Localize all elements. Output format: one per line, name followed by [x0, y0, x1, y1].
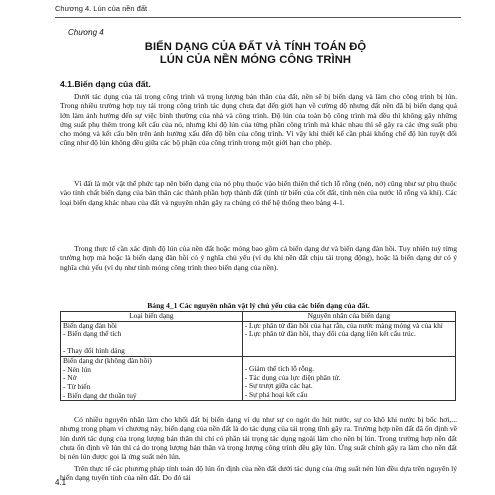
- cell-text: - Sự trượt giữa các hạt.: [244, 381, 313, 391]
- cell-text: - Giảm thể tích lỗ rỗng.: [244, 363, 315, 373]
- chapter-title-line-1: BIẾN DẠNG CỦA ĐẤT VÀ TÍNH TOÁN ĐỘ: [144, 41, 367, 53]
- page-number: 4.1: [55, 478, 67, 487]
- table-row: [61, 356, 456, 401]
- table-cell: [61, 356, 243, 401]
- chapter-label: Chương 4: [68, 28, 104, 37]
- table-cell: [61, 321, 243, 356]
- cell-text: - Sự phá hoại kết cấu: [244, 389, 308, 399]
- cell-text: - Nở: [63, 373, 77, 383]
- cell-text: - Tác dụng của lực điện phân tử.: [244, 372, 341, 382]
- cell-text: Biến dạng đàn hồi: [63, 320, 117, 330]
- cell-text: Biến dạng dư (không đàn hồi): [63, 355, 152, 365]
- cell-text: - Nén lún: [63, 364, 91, 374]
- paragraph-4: Có nhiều nguyên nhân làm cho khối đất bị biến dạng ví dụ như sự co ngót do hút nước, sự co khô khi nước bị bốc hơi,... nhưng trong phạm vi chương này, biến dạng của nền đất là do tác dụng của tải trọng tĩnh gây ra. Trường hợp nền đất đã ổn định về lún dưới tác dụng của trọng lượng bản thân thì chỉ có phần tải trọng tác dụng ngoài làm cho nền bị lún. Trong trường hợp nền đất chưa ổn định về lún thì cả do trọng lượng bản thân và trọng lượng công trình đều gây lún. Ứng suất chính gây ra làm cho nền đất bị nén lún được gọi là ứng suất nén lún.: [60, 415, 457, 462]
- cell-text: - Biến dạng dư thuần tuý: [63, 390, 137, 400]
- cell-text: - Từ biến: [63, 381, 91, 391]
- table-header-cause: Nguyên nhân của biến dạng: [242, 312, 455, 322]
- paragraph-2: Vì đất là một vật thể phức tạp nên biến dạng của nó phụ thuộc vào biến thiên thể tích lỗ rỗng (nén, nở) cũng như sự phụ thuộc vào tính chất biến dạng của bản thân các thành phần hợp thành đất (tính từ biến của cốt đất, tính nén của nước lỗ rỗng và khí). Các loại biến dạng khác nhau của đất và nguyên nhân gây ra chúng có thể hệ thống theo bảng 4-1.: [60, 179, 457, 207]
- table-header-row: [61, 312, 456, 322]
- header-divider: [55, 17, 461, 18]
- table-caption: Bảng 4_1 Các nguyên nhân vật lý chủ yếu của các biến dạng của đất.: [147, 301, 370, 310]
- paragraph-5: Trên thực tế các phương pháp tính toán độ lún ổn định của nền đất dưới tác dụng của ứng suất nén lún đều dựa trên nguyên lý biến dạng tuyến tính của nền đất. Do đó tải: [60, 464, 457, 483]
- cell-text: - Lực phân tử đàn hồi của hạt rắn, của nước màng mỏng và của khí: [244, 320, 443, 330]
- table-row: [61, 321, 456, 356]
- cell-text: - Lực phân tử đàn hồi, thay đổi của dạng liên kết cấu trúc.: [244, 329, 416, 339]
- table-cell: [242, 356, 455, 401]
- running-header: Chương 4. Lún của nền đất: [55, 4, 148, 13]
- table-header-deformation-type: Loại biến dạng: [61, 312, 243, 322]
- chapter-title: [56, 41, 455, 66]
- section-heading: 4.1.Biến dạng của đất.: [60, 79, 151, 89]
- cell-text: - Thay đổi hình dáng: [63, 346, 125, 356]
- table-cell: [242, 321, 455, 356]
- paragraph-1: Dưới tác dụng của tải trọng công trình và trọng lượng bản thân của đất, nền sẽ bị biến dạng và làm cho công trình bị lún. Trong nhiều trường hợp tuy tải trọng công trình tác dụng chưa đạt đến giới hạn về cường độ nhưng đất nền đã bị biến dạng quá lớn làm ảnh hưởng đến sự việc bình thường của nhà và công trình. Độ lún của toàn bộ công trình mà đều thì không gây những ứng suất phụ thêm trong kết cấu của nó, nhưng khi độ lún của từng phần công trình mà khác nhau thì sẽ gây ra các ứng suất phụ cho móng và kết cấu bên trên ảnh hưởng xấu đến độ bền của công trình. Vì vậy khi thiết kế cần phải khống chế độ lún tuyệt đối cũng như độ lún không đều giữa các bộ phận của công trình trong một giới hạn cho phép.: [60, 92, 457, 148]
- deformation-table: [60, 311, 456, 401]
- paragraph-3: Trong thực tế cần xác định độ lún của nền đất hoặc móng bao gồm cả biến dạng dư và biến dạng đàn hồi. Tuy nhiên tuỳ từng trường hợp mà hoặc là biến dạng đàn hồi có ý nghĩa chủ yếu (ví dụ khi nền đất chịu tải trọng động), hoặc là biến dạng dư có ý nghĩa chủ yếu (ví dụ như tính móng công trình theo biến dạng của nền).: [60, 244, 457, 272]
- chapter-title-line-2: LÚN CỦA NỀN MÓNG CÔNG TRÌNH: [159, 53, 352, 66]
- cell-text: - Biến dạng thể tích: [63, 329, 122, 339]
